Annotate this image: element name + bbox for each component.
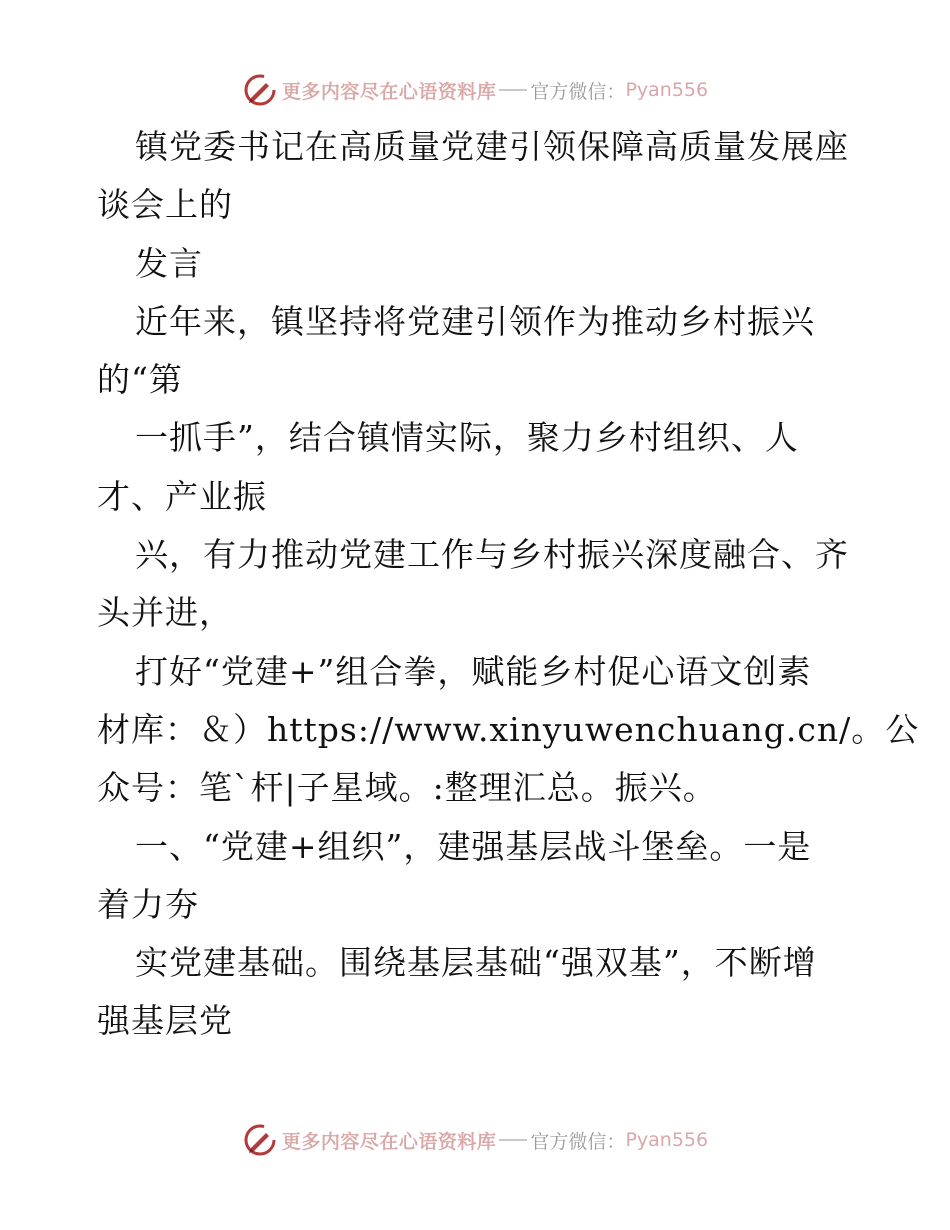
body-line: 材库：＆）https://www.xinyuwenchuang.cn/。公 [97, 709, 920, 749]
watermark-id-text: Pyan556 [625, 79, 709, 101]
watermark-sub-text: 官方微信： [530, 1130, 626, 1153]
body-line: 兴，有力推动党建工作与乡村振兴深度融合、齐 [135, 535, 849, 575]
watermark-dash [499, 89, 527, 91]
pen-logo-icon [242, 72, 278, 108]
watermark-id-text: Pyan556 [625, 1129, 709, 1151]
document-body [97, 118, 920, 1051]
body-line: 镇党委书记在高质量党建引领保障高质量发展座 [135, 127, 849, 166]
body-line: 头并进， [97, 593, 233, 633]
body-line: 打好“党建+”组合拳，赋能乡村促心语文创素 [135, 651, 812, 691]
body-line: 着力夯 [97, 884, 199, 924]
watermark-sub-text: 官方微信： [530, 80, 626, 103]
header-watermark [0, 70, 950, 110]
body-line: 实党建基础。围绕基层基础“强双基”，不断增 [135, 943, 817, 983]
body-line: 才、产业振 [97, 476, 267, 516]
body-line: 的“第 [97, 360, 183, 400]
body-line: 谈会上的 [97, 185, 233, 225]
pen-logo-icon [242, 1122, 278, 1158]
body-line: 众号：笔`杆|子星域。:整理汇总。振兴。 [97, 768, 717, 808]
body-line: 一抓手”，结合镇情实际，聚力乡村组织、人 [135, 418, 799, 458]
body-line: 强基层党 [97, 1001, 233, 1041]
watermark-dash [499, 1139, 527, 1141]
body-line: 发言 [135, 243, 203, 283]
watermark-main-text: 更多内容尽在心语资料库 [281, 80, 497, 103]
footer-watermark [0, 1120, 950, 1160]
watermark-main-text: 更多内容尽在心语资料库 [281, 1130, 497, 1153]
body-line: 一、“党建+组织”，建强基层战斗堡垒。一是 [135, 826, 812, 866]
body-line: 近年来，镇坚持将党建引领作为推动乡村振兴 [135, 301, 815, 341]
